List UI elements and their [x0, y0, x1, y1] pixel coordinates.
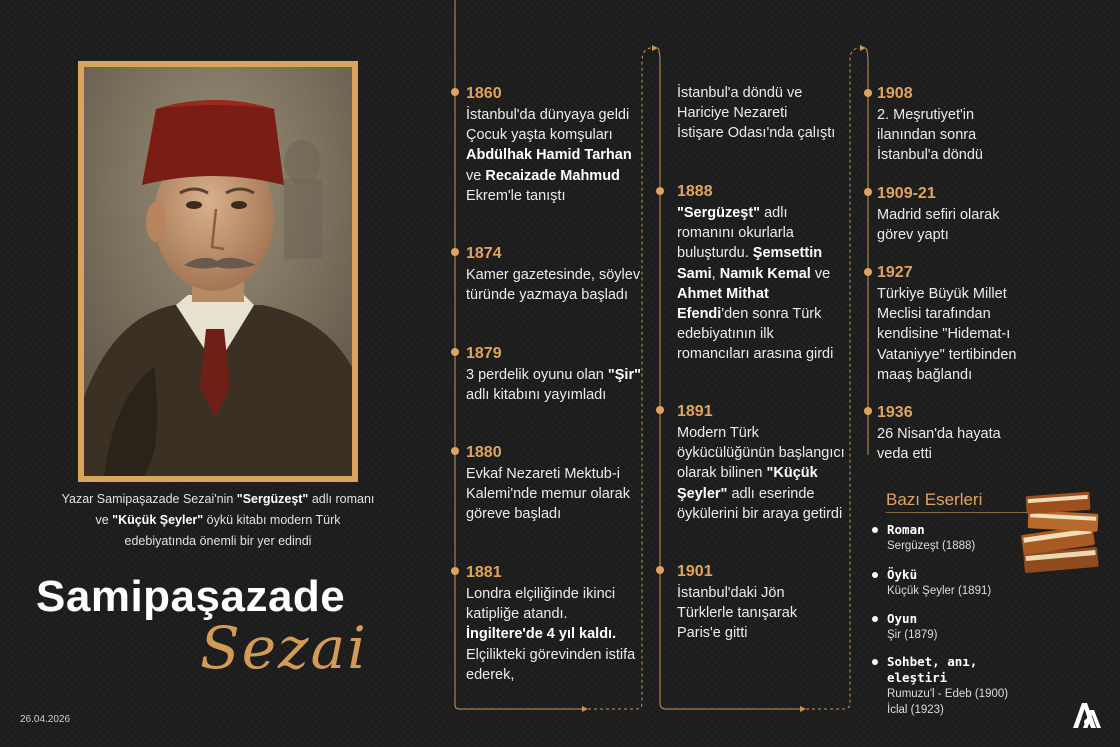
timeline-dot [451, 248, 459, 256]
timeline-text: Modern Türk öykücülüğünün başlangıcı olarak bilinen "Küçük Şeyler" adlı eserinde öykülerini bir araya getirdi [677, 425, 845, 522]
timeline-dot [656, 406, 664, 414]
timeline-dot [451, 348, 459, 356]
work-type: Roman [887, 522, 925, 537]
aa-logo-icon [1071, 700, 1103, 730]
timeline-year: 1888 [677, 183, 713, 200]
timeline-text: "Sergüzeşt" adlı romanını okurlarla buluşturdu. Şemsettin Sami, Namık Kemal ve Ahmet Mithat Efendi'den sonra Türk edebiyatının ilk romancıları arasına girdi [677, 205, 834, 363]
work-type: Öykü [887, 567, 918, 582]
timeline-entry-1936 [877, 403, 1027, 464]
timeline-text: 26 Nisan'da hayata veda etti [877, 426, 1001, 463]
timeline-year: 1860 [466, 85, 502, 102]
work-type: Oyun [887, 611, 918, 626]
work-item [872, 522, 1042, 554]
portrait-illustration [84, 67, 352, 476]
timeline-dot [451, 447, 459, 455]
timeline-text: Türkiye Büyük Millet Meclisi tarafından kendisine "Hidemat-ı Vataniyye" tertibinden maaş bağlandı [877, 286, 1017, 383]
page-title-script: Sezai [200, 614, 368, 682]
work-detail: Sergüzeşt (1888) [887, 540, 976, 552]
works-divider [886, 512, 1036, 513]
timeline-entry-1888 [677, 182, 842, 365]
publish-date: 26.04.2026 [20, 714, 71, 725]
timeline-year: 1927 [877, 264, 913, 281]
portrait-frame [78, 61, 358, 482]
portrait-caption: Yazar Samipaşazade Sezai'nin "Sergüzeşt" adlı romanı ve "Küçük Şeyler" öykü kitabı modern Türk edebiyatında önemli bir yer edindi [61, 492, 375, 548]
timeline-dot [451, 88, 459, 96]
timeline-entry-1860 [466, 84, 646, 206]
timeline-entry-1891 [677, 402, 847, 524]
timeline-text: İstanbul'da dünyaya geldi Çocuk yaşta komşuları Abdülhak Hamid Tarhan ve Recaizade Mahmud Ekrem'le tanıştı [466, 107, 632, 204]
works-title: Bazı Eserleri [886, 490, 983, 509]
bullet-icon [872, 616, 878, 622]
timeline-year: 1908 [877, 85, 913, 102]
timeline-dot [451, 567, 459, 575]
timeline-text: İstanbul'a döndü ve Hariciye Nezareti İstişare Odası'nda çalıştı [677, 85, 836, 142]
work-item [872, 567, 1042, 599]
work-detail: Şir (1879) [887, 629, 938, 641]
timeline-entry-1880 [466, 443, 646, 525]
timeline-dot [864, 188, 872, 196]
work-detail: İclal (1923) [887, 704, 944, 716]
timeline-entry-1927 [877, 263, 1052, 385]
timeline-dot [864, 89, 872, 97]
timeline-text: 3 perdelik oyunu olan "Şir" adlı kitabını yayımladı [466, 367, 641, 404]
bullet-icon [872, 572, 878, 578]
timeline-text: Madrid sefiri olarak görev yaptı [877, 207, 1000, 244]
bullet-icon [872, 527, 878, 533]
page-title: Samipaşazade [36, 572, 346, 621]
timeline-dot [656, 187, 664, 195]
timeline-year: 1880 [466, 444, 502, 461]
timeline-year: 1901 [677, 563, 713, 580]
bullet-icon [872, 659, 878, 665]
timeline-dot [864, 268, 872, 276]
timeline-dot [656, 566, 664, 574]
work-item [872, 611, 1042, 643]
timeline-entry-1874 [466, 244, 646, 305]
timeline-year: 1881 [466, 564, 502, 581]
timeline-text: İstanbul'daki Jön Türklerle tanışarak Paris'e gitti [677, 585, 798, 642]
timeline-entry-1908 [877, 84, 1022, 166]
portrait-image [84, 67, 352, 476]
work-item [872, 654, 1042, 718]
timeline-text: Londra elçiliğinde ikinci katipliğe atandı. İngiltere'de 4 yıl kaldı. Elçilikteki görevinden istifa ederek, [466, 586, 636, 683]
work-detail: Rumuzu'l - Edeb (1900) [887, 688, 1009, 700]
timeline-year: 1879 [466, 345, 502, 362]
work-detail: Küçük Şeyler (1891) [887, 585, 992, 597]
timeline-continuation [677, 83, 837, 144]
timeline-entry-1881 [466, 563, 646, 685]
timeline-year: 1874 [466, 245, 502, 262]
timeline-year: 1936 [877, 404, 913, 421]
timeline-text: Evkaf Nezareti Mektub-i Kalemi'nde memur olarak göreve başladı [466, 466, 630, 523]
timeline-text: 2. Meşrutiyet'in ilanından sonra İstanbul'a döndü [877, 107, 983, 164]
timeline-entry-1901 [677, 562, 827, 644]
timeline-text: Kamer gazetesinde, söylev türünde yazmaya başladı [466, 267, 641, 304]
timeline-entry-1879 [466, 344, 646, 405]
timeline-entry-1909-21 [877, 184, 1037, 245]
timeline-year: 1909-21 [877, 185, 936, 202]
timeline-year: 1891 [677, 403, 713, 420]
work-type: Sohbet, anı, eleştiri [887, 654, 978, 685]
timeline-dot [864, 407, 872, 415]
